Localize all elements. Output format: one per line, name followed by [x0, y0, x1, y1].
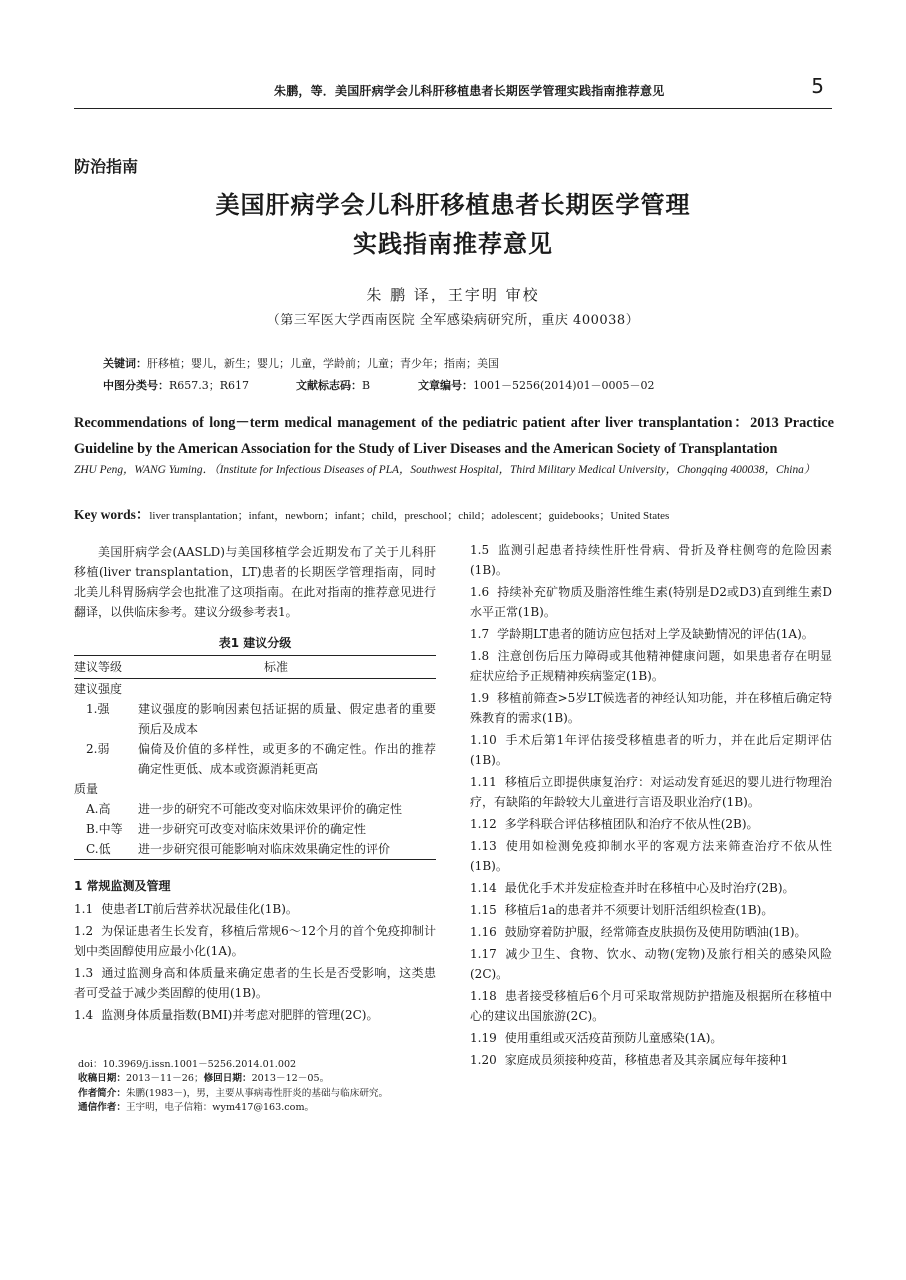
article-no-value: 1001－5256(2014)01－0005－02: [473, 379, 655, 392]
section-heading: 1 常规监测及管理: [74, 879, 171, 893]
table-header: [74, 656, 436, 679]
table-level: 1.强: [86, 702, 110, 716]
recommendation-item: 1.14 最优化手术并发症检查并时在移植中心及时治疗(2B)。: [470, 881, 795, 895]
recommendation-item: 1.13 使用如检测免疫抑制水平的客观方法来筛查治疗不依从性(1B)。: [470, 839, 832, 873]
recommendation-item: 1.16 鼓励穿着防护服，经常筛查皮肤损伤及使用防晒油(1B)。: [470, 925, 807, 939]
recommendation-item: 1.15 移植后1a的患者并不须要计划肝活组织检查(1B)。: [470, 903, 774, 917]
english-keywords-value: liver transplantation；infant，newborn；infant；child，preschool；child；adolescent；guidebooks；United States: [149, 510, 670, 522]
recommendation-item: 1.20 家庭成员须接种疫苗，移植患者及其亲属应每年接种1: [470, 1053, 789, 1067]
recommendation-item: 1.3 通过监测身高和体质量来确定患者的生长是否受影响，这类患者可受益于减少类固醇的使用(1B)。: [74, 966, 436, 1000]
corresponding-author: 通信作者：王宇明，电子信箱：wym417@163.com。: [78, 1102, 315, 1114]
doi: doi：10.3969/j.issn.1001－5256.2014.01.002: [78, 1059, 297, 1070]
recommendation-item: 1.10 手术后第1年评估接受移植患者的听力，并在此后定期评估(1B)。: [470, 733, 832, 767]
table-row: [74, 819, 436, 839]
table-group: 质量: [74, 782, 99, 796]
table-criteria: 进一步研究可改变对临床效果评价的确定性: [138, 822, 367, 836]
class-value: R657.3；R617: [169, 379, 250, 392]
running-title: 朱鹏，等．美国肝病学会儿科肝移植患者长期医学管理实践指南推荐意见: [274, 84, 665, 98]
document-code: [296, 377, 370, 393]
table-criteria: 偏倚及价值的多样性，或更多的不确定性。作出的推荐确定性更低、成本或资源消耗更高: [138, 742, 436, 776]
doc-code-label: 文献标志码：: [296, 379, 362, 392]
recommendation-item: 1.5 监测引起患者持续性肝性骨病、骨折及脊柱侧弯的危险因素(1B)。: [470, 543, 832, 577]
table-level: 2.弱: [86, 742, 110, 756]
footnote: [78, 1058, 436, 1116]
table-level: B.中等: [86, 822, 123, 836]
recommendation-item: 1.19 使用重组或灭活疫苗预防儿童感染(1A)。: [470, 1031, 723, 1045]
recommendation-item: 1.17 减少卫生、食物、饮水、动物(宠物)及旅行相关的感染风险(2C)。: [470, 947, 832, 981]
recommendation-item: 1.11 移植后立即提供康复治疗：对运动发育延迟的婴儿进行物理治疗，有缺陷的年龄较大儿童进行言语及职业治疗(1B)。: [470, 775, 832, 809]
recommendation-item: 1.1 使患者LT前后营养状况最佳化(1B)。: [74, 902, 298, 916]
right-column-recommendations: [470, 540, 832, 1072]
recommendation-item: 1.4 监测身体质量指数(BMI)并考虑对肥胖的管理(2C)。: [74, 1008, 379, 1022]
table-criteria: 进一步的研究不可能改变对临床效果评价的确定性: [138, 802, 403, 816]
intro-paragraph: 美国肝病学会(AASLD)与美国移植学会近期发布了关于儿科肝移植(liver transplantation，LT)患者的长期医学管理指南，同时北美儿科胃肠病学会也批准了这项指南。在此对指南的推荐意见进行翻译，以供临床参考。建议分级参考表1。: [74, 545, 436, 619]
recommendation-item: 1.8 注意创伤后压力障碍或其他精神健康问题，如果患者存在明显症状应给予正规精神疾病鉴定(1B)。: [470, 649, 832, 683]
article-title-line-2: 实践指南推荐意见: [353, 229, 553, 258]
table-row: [74, 839, 436, 859]
table-col-level: 建议等级: [74, 660, 123, 674]
article-no-label: 文章编号：: [418, 379, 473, 392]
author-bio: 作者简介：朱鹏(1983－)，男，主要从事病毒性肝炎的基础与临床研究。: [78, 1087, 389, 1099]
article-title-line-1: 美国肝病学会儿科肝移植患者长期医学管理: [215, 190, 691, 219]
table-criteria: 进一步研究很可能影响对临床效果确定性的评价: [138, 842, 391, 856]
running-header: [74, 72, 832, 109]
article-number: [418, 377, 655, 393]
recommendation-item: 1.9 移植前筛查>5岁LT候选者的神经认知功能，并在移植后确定特殊教育的需求(1B)。: [470, 691, 832, 725]
classification: [103, 377, 249, 393]
english-keywords-label: Key words：: [74, 507, 150, 522]
section1-recommendations: [74, 899, 436, 1027]
keywords-label: 关键词：: [103, 357, 147, 370]
dates: 收稿日期：2013－11－26；修回日期：2013－12－05。: [78, 1073, 330, 1085]
table-caption: 表1 建议分级: [218, 636, 292, 650]
table-level: C.低: [86, 842, 111, 856]
affiliation: （第三军医大学西南医院 全军感染病研究所，重庆 400038）: [266, 313, 640, 328]
section-tag: 防治指南: [74, 157, 139, 176]
english-keywords: [74, 503, 834, 523]
table-criteria: 建议强度的影响因素包括证据的质量、假定患者的重要预后及成本: [138, 702, 436, 736]
english-title: Recommendations of long－term medical management of the pediatric patient after liver transplantation：2013 Practice Guideline by the American Association for the Study of Liver Diseases and the American Society of Transplantation: [74, 415, 834, 457]
authors: 朱 鹏 译，王宇明 审校: [366, 286, 540, 304]
class-label: 中图分类号：: [103, 379, 169, 392]
recommendation-item: 1.7 学龄期LT患者的随访应包括对上学及缺勤情况的评估(1A)。: [470, 627, 814, 641]
page-number: 5: [811, 74, 824, 98]
table-level: A.高: [86, 802, 111, 816]
english-authors: ZHU Peng，WANG Yuming．（Institute for Infectious Diseases of PLA，Southwest Hospital，Third Military Medical University，Chongqing 400038，China）: [74, 464, 816, 476]
grading-table: [74, 655, 436, 860]
recommendation-item: 1.2 为保证患者生长发育，移植后常规6～12个月的首个免疫抑制计划中类固醇使用应最小化(1A)。: [74, 924, 437, 958]
doc-code-value: B: [362, 379, 371, 392]
table-group: 建议强度: [74, 682, 123, 696]
chinese-keywords: [103, 355, 499, 371]
table-row: [74, 799, 436, 819]
recommendation-item: 1.6 持续补充矿物质及脂溶性维生素(特别是D2或D3)直到维生素D水平正常(1B)。: [470, 585, 832, 619]
table-row: [74, 699, 436, 739]
recommendation-item: 1.18 患者接受移植后6个月可采取常规防护措施及根据所在移植中心的建议出国旅游(2C)。: [470, 989, 832, 1023]
keywords-value: 肝移植；婴儿，新生；婴儿；儿童，学龄前；儿童；青少年；指南；美国: [147, 357, 499, 370]
table-col-criteria: 标准: [264, 660, 289, 674]
recommendation-item: 1.12 多学科联合评估移植团队和治疗不依从性(2B)。: [470, 817, 759, 831]
table-row: [74, 739, 436, 779]
